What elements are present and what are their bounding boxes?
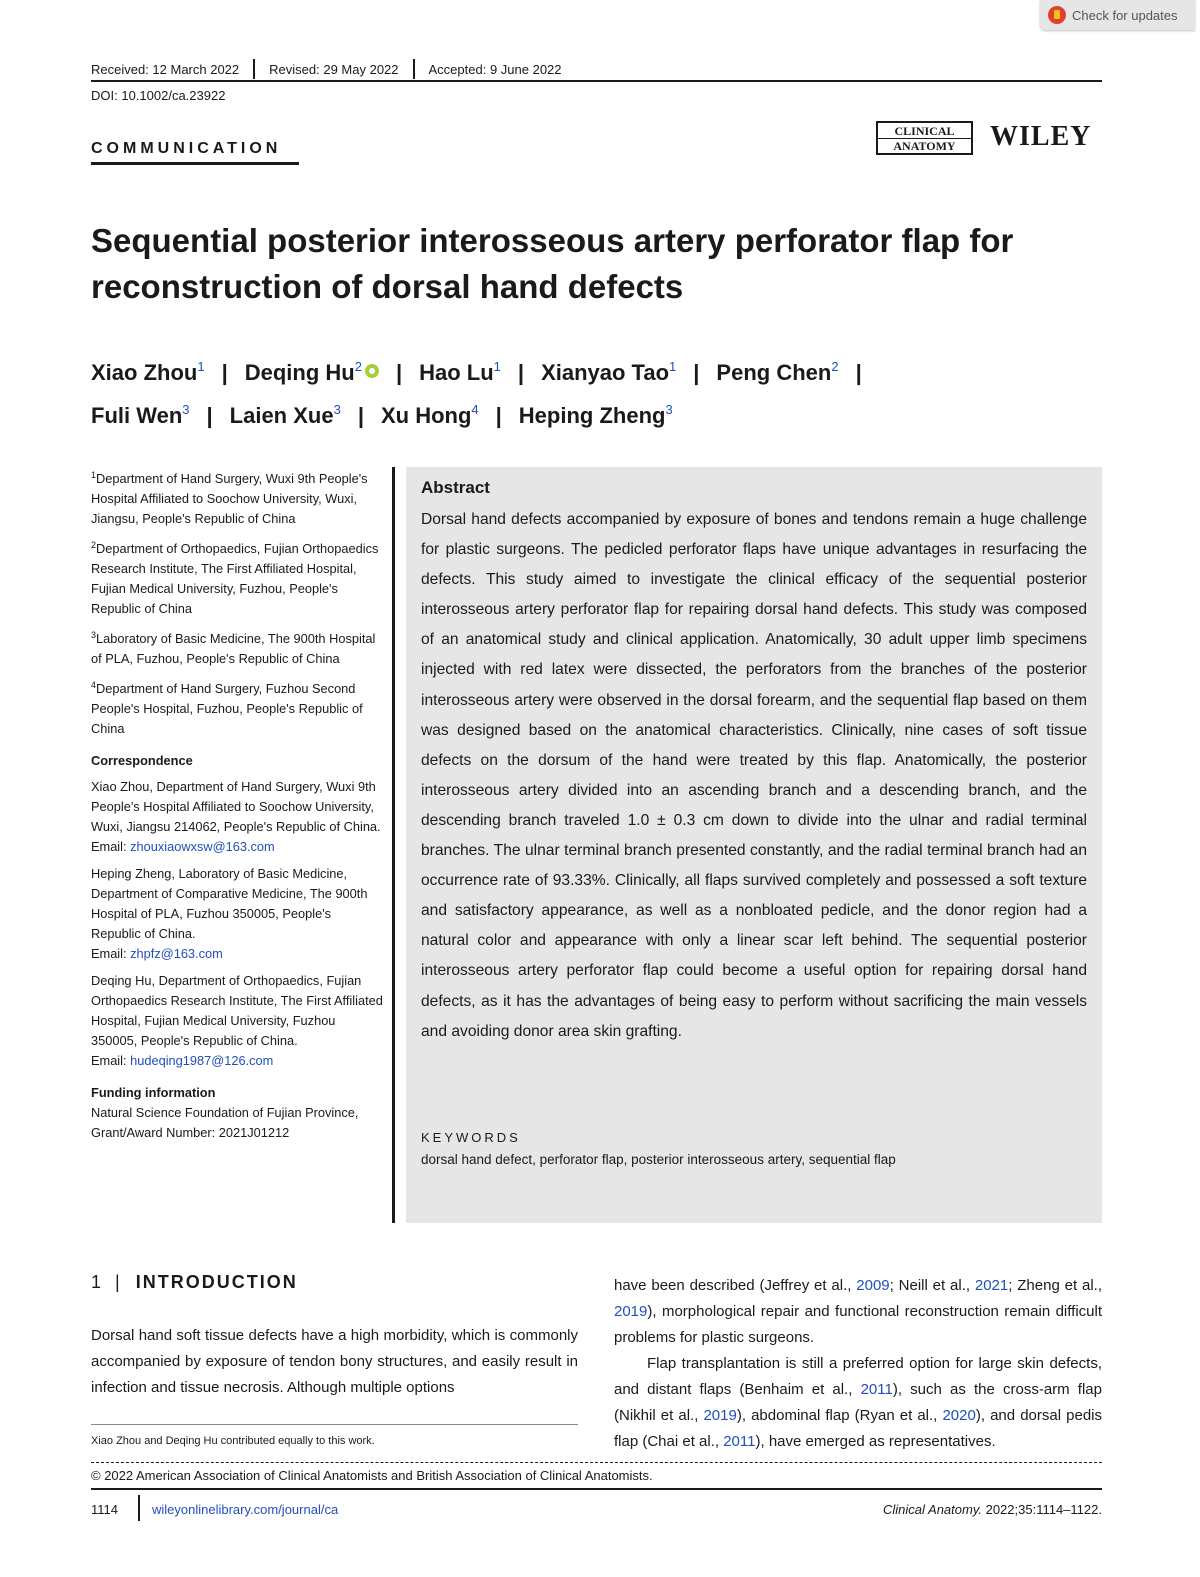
author[interactable]: Xu Hong$^4$: [380, 402, 479, 428]
correspondence-heading: Correspondence: [91, 753, 193, 768]
footer-divider: [138, 1495, 140, 1521]
abstract-text: Dorsal hand defects accompanied by exposure of bones and tendons remain a huge challenge for plastic surgeons. The pedicled perforator flaps have unique advantages in resurfacing the defects. This study aimed to investigate the clinical efficacy of the sequential posterior interosseous artery perforator flap for repairing dorsal hand defects. This study was composed of an anatomical study and clinical application. Anatomically, 30 adult upper limb specimens injected with red latex were dissected, the perforators from the branches of the posterior interosseous artery were observed in the dorsal forearm, and the sequential flap based on them was designed based on the anatomical characteristics. Clinically, nine cases of soft tissue defects on the dorsum of the hand were treated by this flap. Anatomically, the posterior interosseous artery divided into an ascending branch and a descending branch, and the descending branch traveled 1.0 ± 0.3 cm down to divide into the ulnar and radial terminal branches. The ulnar terminal branch presented constantly, and the radial terminal branch had an occurrence rate of 93.33%. Clinically, all flaps survived completely and possessed a soft texture and satisfactory appearance, as well as a nonbloated pedicle, and the donor region had a natural color and appearance with only a linear scar left behind. The sequential posterior interosseous artery perforator flap could become a useful option for repairing dorsal hand defects, as it has the advantages of being easy to perform without sacrificing the main vessels and avoiding donor area skin grafting.: [421, 511, 1087, 1040]
revised-date: Revised: 29 May 2022: [269, 61, 399, 77]
email-link[interactable]: zhouxiaowxsw@163.com: [130, 839, 275, 854]
check-for-updates-button[interactable]: [1040, 0, 1195, 30]
email-link[interactable]: zhpfz@163.com: [130, 946, 223, 961]
orcid-icon[interactable]: [365, 364, 379, 378]
article-type-underline: [91, 162, 299, 165]
citation-link[interactable]: 2011: [723, 1433, 756, 1450]
funding-heading: Funding information: [91, 1085, 216, 1100]
affiliation: $^4$Department of Hand Surgery, Fuzhou Second People's Hospital, Fuzhou, People's Republic of China: [91, 680, 363, 736]
page-number: 1114: [91, 1502, 118, 1517]
citation-link[interactable]: 2019: [614, 1303, 648, 1320]
column-divider: [392, 467, 395, 1223]
author[interactable]: Heping Zheng$^3$: [518, 402, 673, 428]
affiliation: $^3$Laboratory of Basic Medicine, The 900th Hospital of PLA, Fuzhou, People's Republic of China: [91, 630, 376, 666]
citation-link[interactable]: 2020: [942, 1407, 976, 1424]
affiliation: $^1$Department of Hand Surgery, Wuxi 9th People's Hospital Affiliated to Soochow University, Wuxi, Jiangsu, People's Republic of China: [91, 470, 368, 526]
correspondence-entry: Deqing Hu, Department of Orthopaedics, Fujian Orthopaedics Research Institute, The First Affiliated Hospital, Fujian Medical University, Fuzhou 350005, People's Republic of China. Email: hudeqing1987@126.com: [91, 973, 383, 1068]
citation-link[interactable]: 2019: [703, 1407, 737, 1424]
correspondence-entry: Heping Zheng, Laboratory of Basic Medicine, Department of Comparative Medicine, The 900th Hospital of PLA, Fuzhou 350005, People's Republic of China. Email: zhpfz@163.com: [91, 866, 368, 961]
left-column: [91, 465, 383, 1143]
journal-logo-line2: ANATOMY: [878, 138, 971, 153]
body-column-left: Dorsal hand soft tissue defects have a high morbidity, which is commonly accompanied by exposure of tendon bony structures, and easily result in infection and tissue necrosis. Although multiple options: [91, 1327, 578, 1396]
footer-rule: [91, 1488, 1102, 1490]
paragraph: Flap transplantation is still a preferred option for large skin defects, and distant flaps (Benhaim et al., 2011), such as the cross-arm flap (Nikhil et al., 2019), abdominal flap (Ryan et al., 2020), and dorsal pedis flap (Chai et al., 2011), have emerged as representatives.: [614, 1355, 1102, 1450]
article-type: COMMUNICATION: [91, 140, 282, 157]
journal-logo-line1: CLINICAL: [894, 124, 955, 138]
abstract-heading: Abstract: [421, 478, 490, 497]
author[interactable]: Xiao Zhou$^1$: [91, 359, 205, 385]
check-for-updates-label: Check for updates: [1072, 7, 1178, 23]
author[interactable]: Laien Xue$^3$: [229, 402, 341, 428]
accepted-date: Accepted: 9 June 2022: [428, 61, 562, 77]
publisher-logo: WILEY: [990, 121, 1092, 152]
keywords-heading: KEYWORDS: [421, 1130, 521, 1145]
paragraph: have been described (Jeffrey et al., 2009; Neill et al., 2021; Zheng et al., 2019), morphological repair and functional reconstruction remain difficult problems for plastic surgeons.: [614, 1277, 1102, 1346]
citation-link[interactable]: 2021: [974, 1277, 1009, 1294]
date-divider: [253, 59, 255, 79]
citation-link[interactable]: 2011: [860, 1381, 893, 1398]
body-column-right: [614, 1273, 1102, 1455]
email-link[interactable]: hudeqing1987@126.com: [130, 1053, 274, 1068]
copyright-rule: [91, 1462, 1102, 1463]
author-list: Xiao Zhou$^1$ | Deqing Hu$^2$ | Hao Lu$^1$ | Xianyao Tao$^1$ | Peng Chen$^2$ | Fuli Wen$^3$ | Laien Xue$^3$ | Xu Hong$^4$ | Heping Zheng$^3$: [91, 359, 862, 428]
copyright-notice: © 2022 American Association of Clinical Anatomists and British Association of Clinical Anatomists.: [91, 1468, 653, 1483]
journal-citation: Clinical Anatomy. 2022;35:1114–1122.: [883, 1502, 1102, 1517]
journal-site-link[interactable]: wileyonlinelibrary.com/journal/ca: [152, 1502, 339, 1517]
author[interactable]: Peng Chen$^2$: [716, 359, 839, 385]
affiliation: $^2$Department of Orthopaedics, Fujian Orthopaedics Research Institute, The First Affiliated Hospital, Fujian Medical University, Fuzhou, People's Republic of China: [91, 540, 379, 616]
crossmark-icon: [1048, 6, 1066, 24]
footnote-rule: [91, 1424, 578, 1425]
date-divider: [413, 59, 415, 79]
author[interactable]: Hao Lu$^1$: [419, 359, 501, 385]
header-rule: [91, 80, 1102, 82]
journal-logo: [876, 121, 973, 155]
author[interactable]: Xianyao Tao$^1$: [541, 359, 677, 385]
article-dates: [91, 58, 1102, 80]
funding-text: Natural Science Foundation of Fujian Province, Grant/Award Number: 2021J01212: [91, 1105, 359, 1140]
correspondence-entry: Xiao Zhou, Department of Hand Surgery, Wuxi 9th People's Hospital Affiliated to Soochow University, Wuxi, Jiangsu 214062, People's Republic of China. Email: zhouxiaowxsw@163.com: [91, 779, 381, 854]
doi: DOI: 10.1002/ca.23922: [91, 88, 226, 103]
received-date: Received: 12 March 2022: [91, 61, 240, 77]
author[interactable]: Deqing Hu$^2$: [245, 360, 379, 385]
footnote: Xiao Zhou and Deqing Hu contributed equally to this work.: [91, 1435, 375, 1447]
keywords-text: dorsal hand defect, perforator flap, posterior interosseous artery, sequential flap: [421, 1152, 896, 1167]
article-title: Sequential posterior interosseous artery perforator flap for reconstruction of dorsal hand defects: [91, 222, 1014, 305]
citation-link[interactable]: 2009: [856, 1277, 890, 1294]
section-heading: 1 | INTRODUCTION: [91, 1272, 298, 1292]
author[interactable]: Fuli Wen$^3$: [91, 402, 190, 428]
